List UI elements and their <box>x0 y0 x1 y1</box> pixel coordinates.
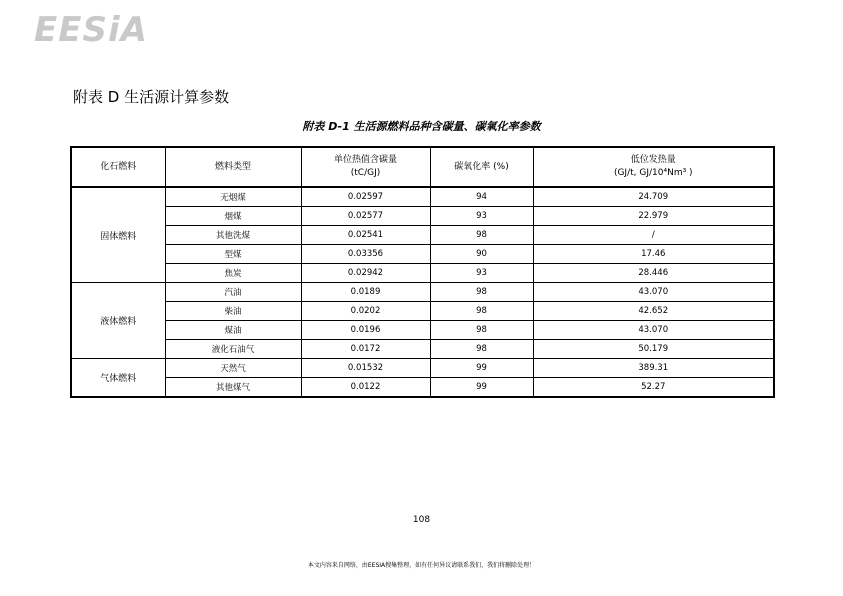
table-header-row <box>71 147 774 187</box>
table-row <box>71 302 774 321</box>
heating-value-cell: 17.46 <box>533 245 774 264</box>
heating-value-cell: 43.070 <box>533 283 774 302</box>
heating-value-cell: 22.979 <box>533 207 774 226</box>
carbon-content-cell: 0.0196 <box>301 321 430 340</box>
table-caption: 附表 D-1 生活源燃料品种含碳量、碳氧化率参数 <box>302 120 541 133</box>
oxidation-rate-cell: 98 <box>430 283 533 302</box>
fuel-type-cell: 型煤 <box>165 245 301 264</box>
oxidation-rate-cell: 94 <box>430 187 533 207</box>
fuel-type-cell: 柴油 <box>165 302 301 321</box>
header-carbon-content-label: 单位热值含碳量 <box>333 155 397 165</box>
fuel-type-cell: 其他洗煤 <box>165 226 301 245</box>
oxidation-rate-cell: 98 <box>430 226 533 245</box>
oxidation-rate-cell: 98 <box>430 340 533 359</box>
fuel-type-cell: 天然气 <box>165 359 301 378</box>
fuel-group-cell: 固体燃料 <box>71 187 165 283</box>
fuel-type-cell: 煤油 <box>165 321 301 340</box>
oxidation-rate-cell: 93 <box>430 264 533 283</box>
header-oxidation-rate: 碳氧化率 (%) <box>430 147 533 187</box>
fuel-parameter-table <box>70 146 775 398</box>
heating-value-cell: 50.179 <box>533 340 774 359</box>
header-fuel-type: 燃料类型 <box>165 147 301 187</box>
carbon-content-cell: 0.0172 <box>301 340 430 359</box>
fuel-type-cell: 其他煤气 <box>165 378 301 398</box>
heating-value-cell: 389.31 <box>533 359 774 378</box>
fuel-type-cell: 液化石油气 <box>165 340 301 359</box>
carbon-content-cell: 0.0189 <box>301 283 430 302</box>
fuel-group-cell: 液体燃料 <box>71 283 165 359</box>
oxidation-rate-cell: 99 <box>430 378 533 398</box>
heating-value-cell: / <box>533 226 774 245</box>
page-number: 108 <box>412 515 431 525</box>
carbon-content-cell: 0.02541 <box>301 226 430 245</box>
table-row <box>71 264 774 283</box>
carbon-content-cell: 0.01532 <box>301 359 430 378</box>
carbon-content-cell: 0.0122 <box>301 378 430 398</box>
table-row <box>71 359 774 378</box>
carbon-content-cell: 0.0202 <box>301 302 430 321</box>
oxidation-rate-cell: 90 <box>430 245 533 264</box>
carbon-content-cell: 0.02577 <box>301 207 430 226</box>
carbon-content-cell: 0.02597 <box>301 187 430 207</box>
table-row <box>71 340 774 359</box>
heating-value-cell: 42.652 <box>533 302 774 321</box>
table-row <box>71 226 774 245</box>
fuel-type-cell: 焦炭 <box>165 264 301 283</box>
table-row <box>71 283 774 302</box>
heating-value-cell: 43.070 <box>533 321 774 340</box>
header-heating-value-unit: (GJ/t, GJ/10⁴Nm³ ) <box>613 168 693 178</box>
carbon-content-cell: 0.03356 <box>301 245 430 264</box>
eesia-logo: EESiA <box>34 10 148 50</box>
header-carbon-content-unit: (tC/GJ) <box>350 168 381 178</box>
oxidation-rate-cell: 99 <box>430 359 533 378</box>
oxidation-rate-cell: 93 <box>430 207 533 226</box>
fuel-type-cell: 汽油 <box>165 283 301 302</box>
heating-value-cell: 28.446 <box>533 264 774 283</box>
header-heating-value <box>533 147 774 187</box>
table-row <box>71 245 774 264</box>
carbon-content-cell: 0.02942 <box>301 264 430 283</box>
table-row <box>71 321 774 340</box>
fuel-type-cell: 无烟煤 <box>165 187 301 207</box>
table-row <box>71 207 774 226</box>
heating-value-cell: 52.27 <box>533 378 774 398</box>
oxidation-rate-cell: 98 <box>430 302 533 321</box>
table-row <box>71 378 774 398</box>
fuel-type-cell: 烟煤 <box>165 207 301 226</box>
heating-value-cell: 24.709 <box>533 187 774 207</box>
footer-note: 本文内容来自网络，由EESIA搜集整理，如有任何异议请联系我们，我们将删除处理！ <box>307 562 536 569</box>
header-fossil-fuel: 化石燃料 <box>71 147 165 187</box>
appendix-title: 附表 D 生活源计算参数 <box>73 88 230 106</box>
table-row <box>71 187 774 207</box>
header-carbon-content <box>301 147 430 187</box>
table-body <box>71 187 774 397</box>
fuel-group-cell: 气体燃料 <box>71 359 165 398</box>
header-heating-value-label: 低位发热量 <box>630 155 676 165</box>
oxidation-rate-cell: 98 <box>430 321 533 340</box>
